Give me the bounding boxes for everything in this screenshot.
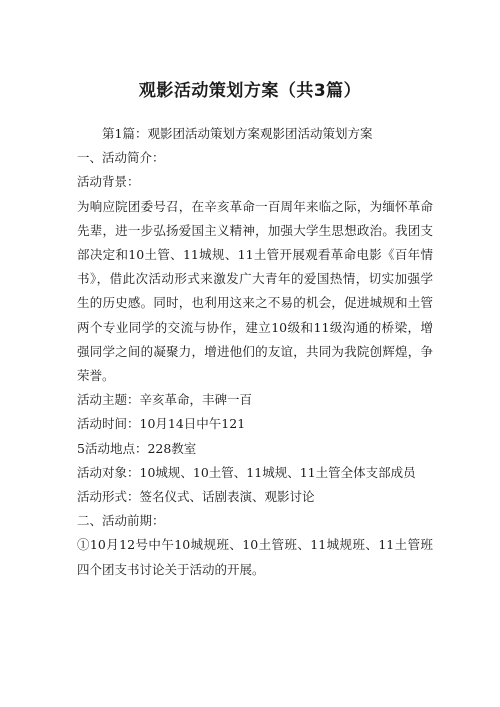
paragraph-step-1: ①10月12号中午10城规班、10土管班、11城规班、11土管班四个团支书讨论关于活动的开展。 <box>77 537 433 577</box>
paragraph-theme: 活动主题：辛亥革命，丰碑一百 <box>77 392 253 408</box>
document-body <box>77 122 433 582</box>
paragraph-background-label: 活动背景： <box>77 174 140 190</box>
paragraph-format: 活动形式：签名仪式、话剧表演、观影讨论 <box>77 489 315 505</box>
paragraph-section-1-heading: 一、活动简介： <box>77 150 165 166</box>
paragraph-subtitle: 第1篇：观影团活动策划方案观影团活动策划方案 <box>102 126 373 141</box>
paragraph-background-text: 为响应院团委号召，在辛亥革命一百周年来临之际，为缅怀革命先辈，进一步弘扬爱国主义精神，加强大学生思想政治。我团支部决定和10土管、11城规、11土管开展观看革命电影《百年情书》，借此次活动形式来激发广大青年的爱国热情，切实加强学生的历史感。同时，也利用这来之不易的机会，促进城规和土管两个专业同学的交流与协作，建立10级和11级沟通的桥梁，增强同学之间的凝聚力，增进他们的友谊，共同为我院创辉煌，争荣誉。 <box>77 198 433 384</box>
paragraph-location: 5活动地点：228教室 <box>77 440 197 456</box>
document-title: 观影活动策划方案（共3篇） <box>138 81 362 101</box>
paragraph-audience: 活动对象：10城规、10土管、11城规、11土管全体支部成员 <box>77 464 416 480</box>
paragraph-section-2-heading: 二、活动前期： <box>77 513 165 529</box>
paragraph-time: 活动时间：10月14日中午121 <box>77 416 246 432</box>
